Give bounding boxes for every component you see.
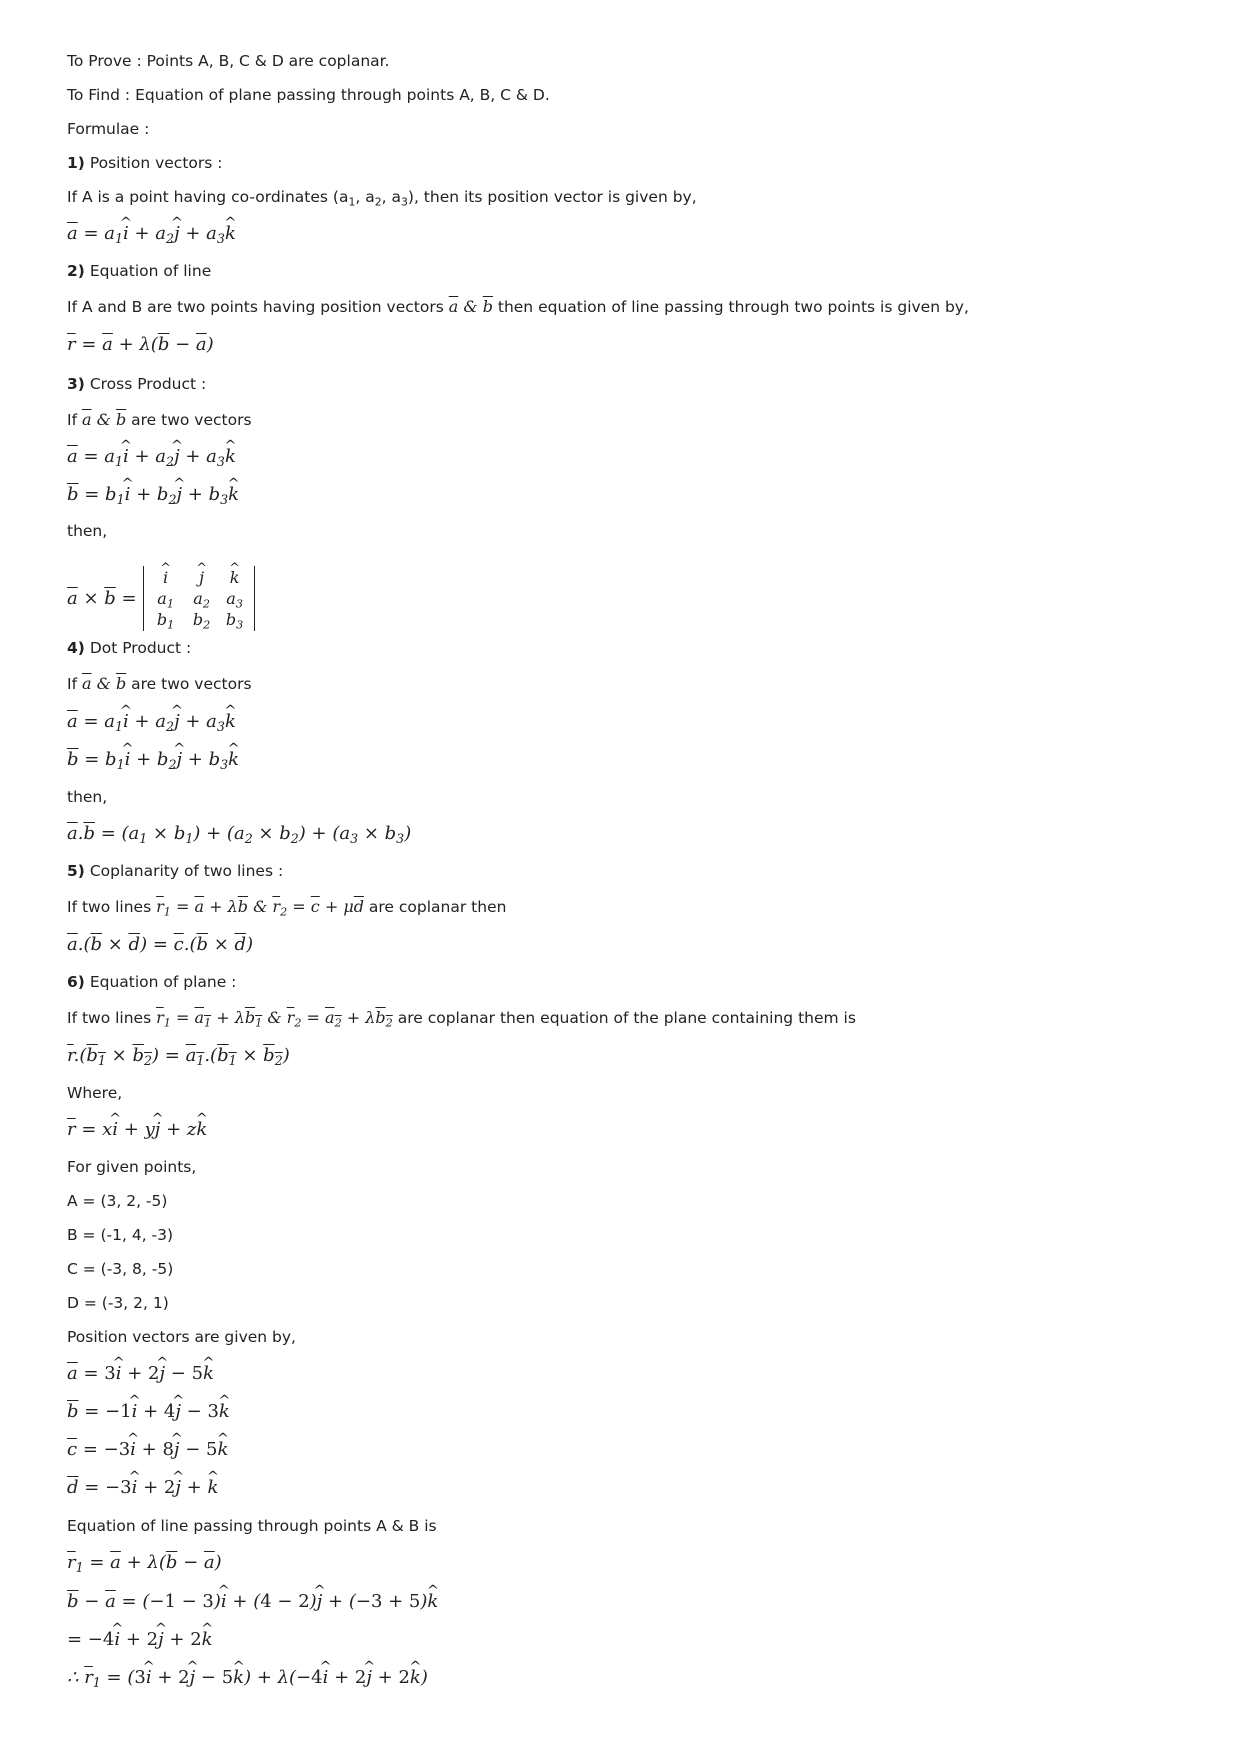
formula-6-text: If two lines $\overline{r}_1 = a_1 + \lambda b_1$ & $\overline{r}_2 = a_2 + \lambda b_2$ are coplanar then equation of the plane containing them is	[67, 1008, 856, 1030]
dot-vector-b: $\overline{b} = b_1i$ ^ + $b_2j$ ^ + $b_3k$ ^	[67, 749, 239, 770]
formulae-heading: Formulae :	[67, 120, 150, 138]
r-vector-definition: $\overline{r}$ = xi ^ + yj ^ + zk ^	[67, 1119, 207, 1140]
formula-3-text: If $\overline{a}$ & $\overline{b}$ are two vectors	[67, 410, 252, 429]
line-equation: $\overline{r} = \overline{a} + \lambda(\overline{b} - \overline{a})$	[67, 334, 214, 355]
formula-4-are-two: are two vectors	[131, 675, 252, 693]
line-ab-final: ∴ $\overline{r}_1 = (3i$ ^ + 2j ^ − 5k ^) + λ(−4i ^ + 2j ^ + 2k ^)	[67, 1667, 428, 1688]
formula-6-number: 6)	[67, 973, 85, 991]
formula-6-title: Equation of plane :	[89, 973, 237, 991]
to-find-line: To Find : Equation of plane passing through points A, B, C & D.	[67, 86, 550, 104]
formula-4-number: 4)	[67, 639, 85, 657]
formula-5-heading	[67, 862, 283, 880]
point-d: D = (-3, 2, 1)	[67, 1294, 169, 1312]
plane-equation-formula: $\overline{r}.(b_1 \times b_2) = a_1.(b_1 \times b_2)$	[67, 1045, 290, 1068]
where-label: Where,	[67, 1084, 123, 1102]
to-prove-line: To Prove : Points A, B, C & D are coplanar.	[67, 52, 390, 70]
position-vector-equation: $\overline{a} = a_1i$ ^ + $a_2j$ ^ + $a_3k$ ^	[67, 223, 236, 244]
determinant-matrix: i ^ j ^ k ^ $a_1$ $a_2$ $a_3$ $b_1$ $b_2$ $b_3$	[143, 566, 255, 631]
vector-b-value: $\overline{b} = -1i$ ^ + 4j ^ − 3k ^	[67, 1401, 230, 1422]
formula-2-number: 2)	[67, 262, 85, 280]
formula-6-tail: are coplanar then equation of the plane containing them is	[397, 1009, 856, 1027]
formula-4-heading	[67, 639, 191, 657]
formula-5-title: Coplanarity of two lines :	[89, 862, 284, 880]
cross-product-determinant: $\overline{a} \times \overline{b}$ = i ^ j ^ k ^ $a_1$ $a_2$ $a_3$ $b_1$ $b_2$ $b_3$	[67, 566, 255, 631]
b-minus-a-expansion: $\overline{b} - \overline{a} = (-1 - 3)i$ ^ + (4 − 2)j ^ + (−3 + 5)k ^	[67, 1591, 438, 1612]
formula-1-text: If A is a point having co-ordinates ($a_1$, $a_2$, $a_3$), then its position vector is given by,	[67, 188, 697, 209]
point-a: A = (3, 2, -5)	[67, 1192, 168, 1210]
b-minus-a-result: = −4i ^ + 2j ^ + 2k ^	[67, 1629, 213, 1650]
position-vectors-text: Position vectors are given by,	[67, 1328, 296, 1346]
line-ab-equation: $\overline{r}_1 = \overline{a} + \lambda(\overline{b} - \overline{a})$	[67, 1552, 222, 1575]
cross-vector-b: $\overline{b} = b_1i$ ^ + $b_2j$ ^ + $b_3k$ ^	[67, 484, 239, 505]
dot-vector-a: $\overline{a} = a_1i$ ^ + $a_2j$ ^ + $a_3k$ ^	[67, 711, 236, 732]
formula-5-tail: are coplanar then	[368, 898, 507, 916]
formula-2-heading	[67, 262, 211, 280]
formula-3-number: 3)	[67, 375, 85, 393]
formula-2-text: If A and B are two points having position vectors $\overline{a}$ & $\overline{b}$ then equation of line passing through two points is given by,	[67, 297, 969, 316]
point-b: B = (-1, 4, -3)	[67, 1226, 174, 1244]
formula-3-then: then,	[67, 522, 108, 540]
formula-5-number: 5)	[67, 862, 85, 880]
for-given-points: For given points,	[67, 1158, 197, 1176]
formula-1-heading	[67, 154, 222, 172]
formula-1-number: 1)	[67, 154, 85, 172]
formula-3-heading	[67, 375, 206, 393]
point-c: C = (-3, 8, -5)	[67, 1260, 174, 1278]
formula-4-title: Dot Product :	[89, 639, 192, 657]
formula-3-title: Cross Product :	[89, 375, 207, 393]
formula-1-text-a: If A is a point having co-ordinates (a	[67, 188, 349, 206]
formula-1-text-b: ), then its position vector is given by,	[407, 188, 697, 206]
formula-5-if: If two lines	[67, 898, 152, 916]
formula-2-title: Equation of line	[89, 262, 212, 280]
coplanarity-condition: $\overline{a}.(\overline{b} \times \overline{d}) = \overline{c}.(\overline{b} \times \overline{d})$	[67, 934, 254, 955]
line-ab-text: Equation of line passing through points A & B is	[67, 1517, 437, 1535]
vector-d-value: $\overline{d} = -3i$ ^ + 2j ^ + k ^	[67, 1477, 218, 1498]
formula-4-text: If $\overline{a}$ & $\overline{b}$ are two vectors	[67, 674, 252, 693]
formula-6-heading	[67, 973, 236, 991]
formula-4-then: then,	[67, 788, 108, 806]
dot-product-equation: $\overline{a}.\overline{b} = (a_1 \times b_1) + (a_2 \times b_2) + (a_3 \times b_3)$	[67, 823, 412, 846]
formula-3-if: If	[67, 411, 78, 429]
cross-vector-a: $\overline{a} = a_1i$ ^ + $a_2j$ ^ + $a_3k$ ^	[67, 446, 236, 467]
formula-4-if: If	[67, 675, 78, 693]
formula-1-title: Position vectors :	[89, 154, 223, 172]
formula-2-text-a: If A and B are two points having position vectors	[67, 298, 444, 316]
formula-6-if: If two lines	[67, 1009, 152, 1027]
formula-5-text: If two lines $\overline{r}_1 = \overline{a} + \lambda\overline{b}$ & $\overline{r}_2 = \overline{c} + \mu\overline{d}$ are coplanar then	[67, 897, 507, 919]
formula-3-are-two: are two vectors	[131, 411, 252, 429]
vector-a-value: $\overline{a} = 3i$ ^ + 2j ^ − 5k ^	[67, 1363, 214, 1384]
formula-2-text-b: then equation of line passing through two points is given by,	[497, 298, 969, 316]
vector-c-value: $\overline{c} = -3i$ ^ + 8j ^ − 5k ^	[67, 1439, 228, 1460]
